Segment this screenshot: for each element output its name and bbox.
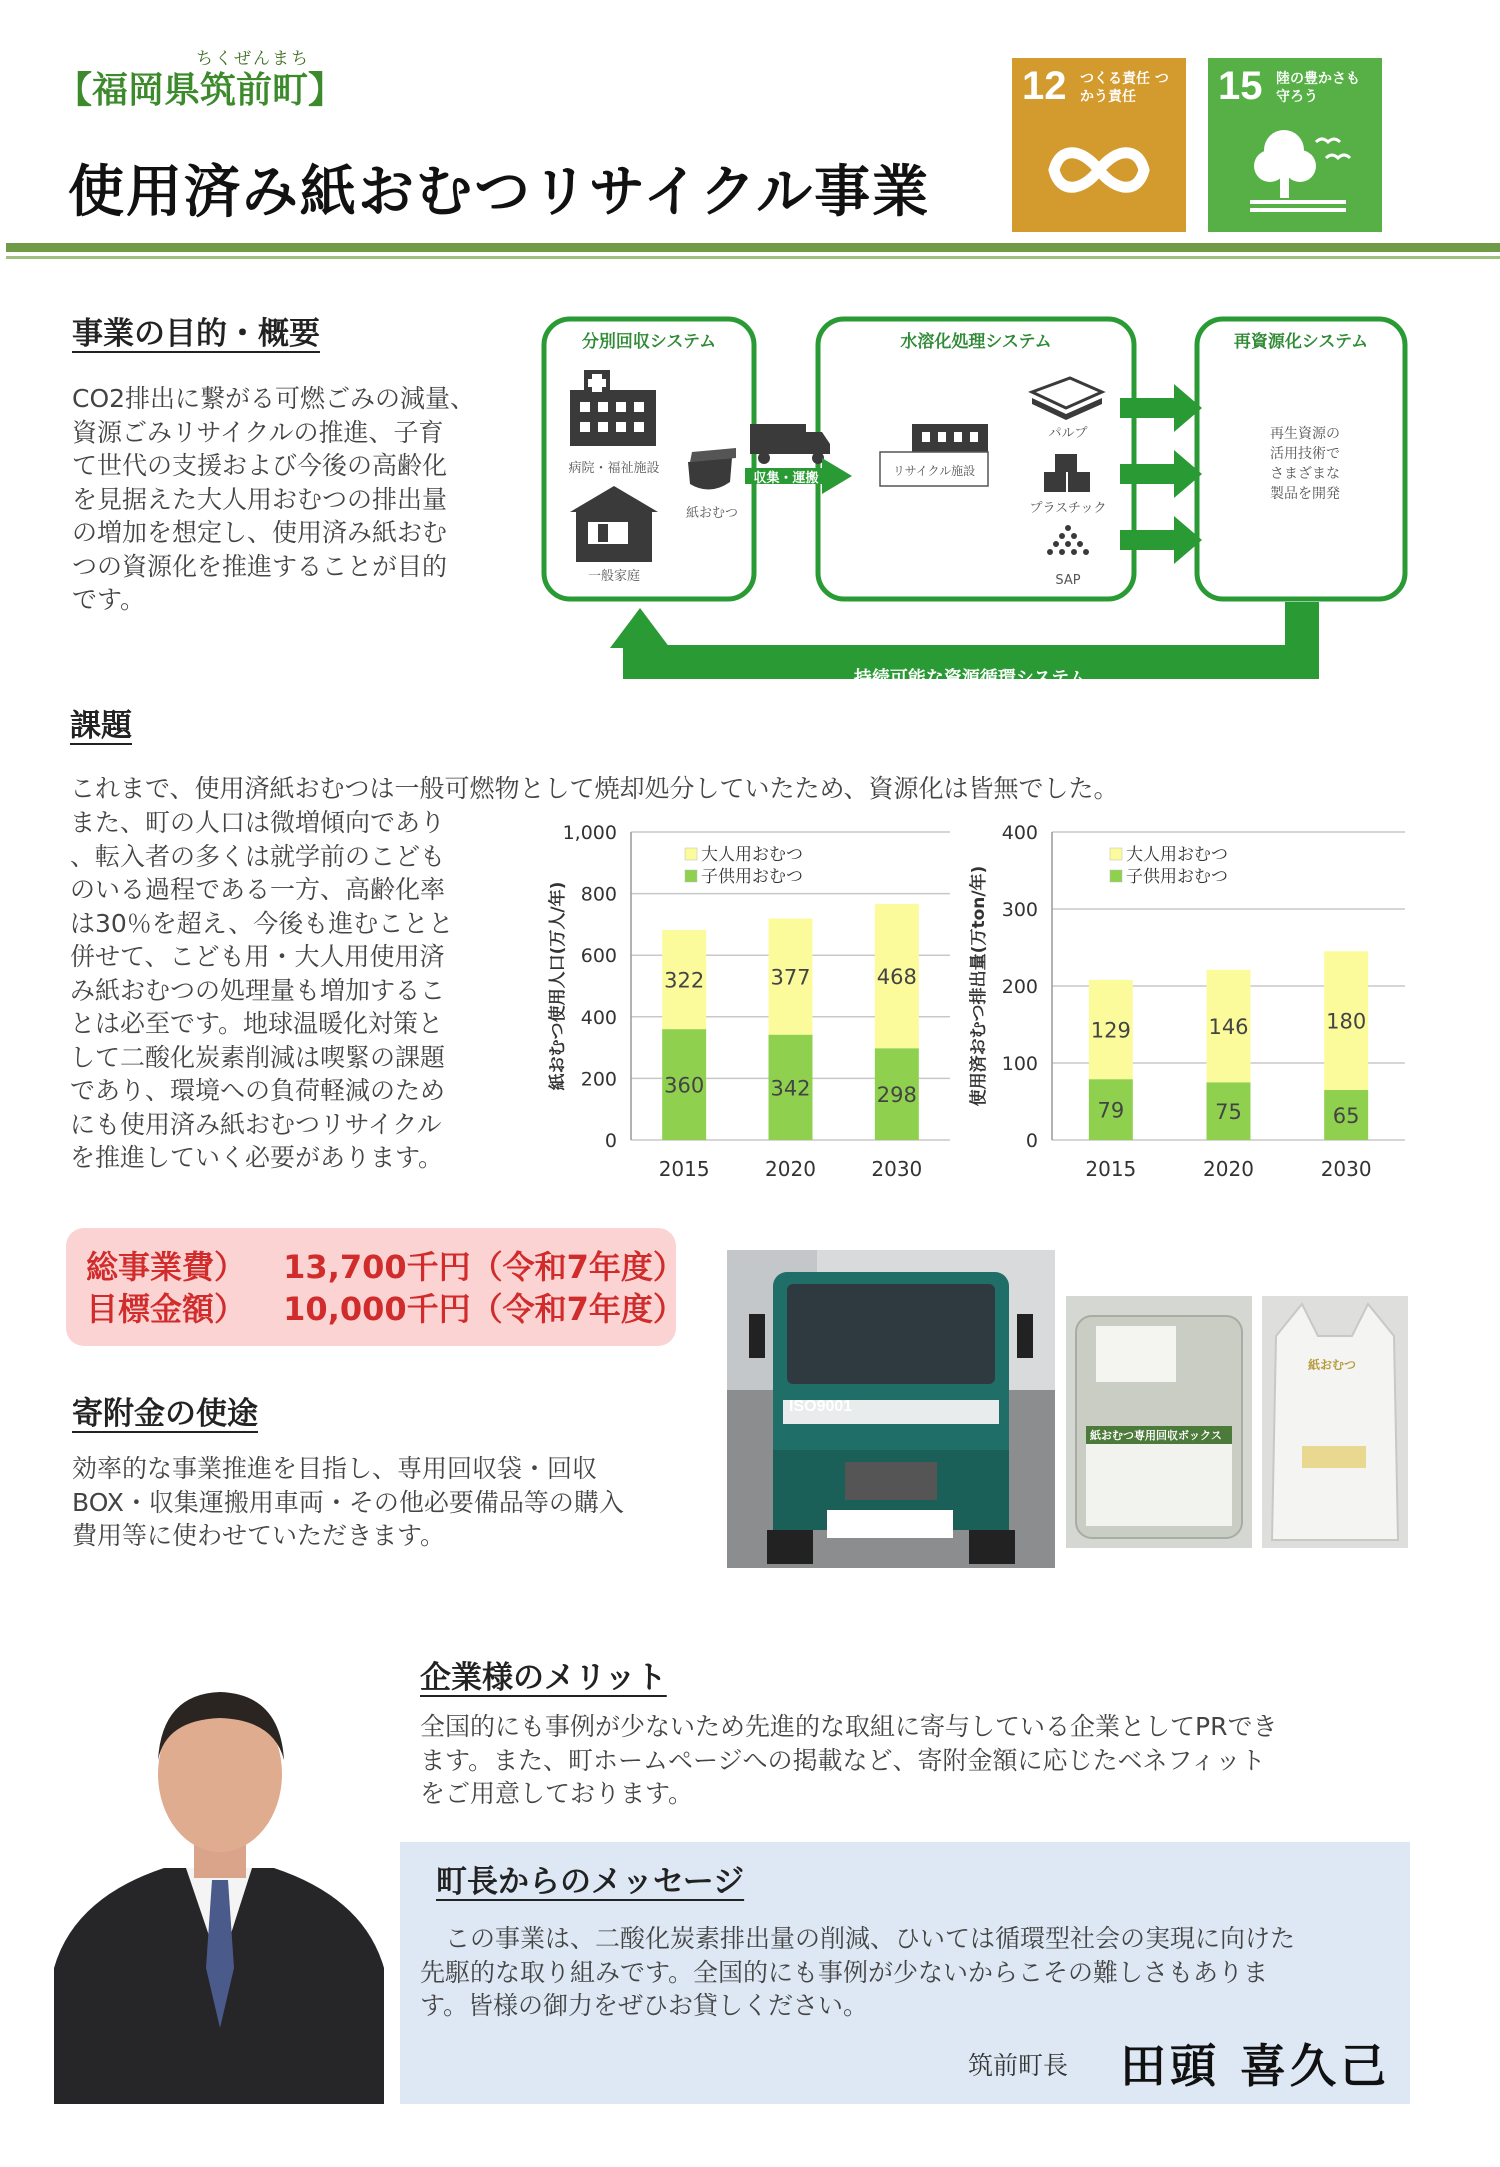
sdg-12-badge (1012, 58, 1186, 232)
collection-bag-photo (1262, 1296, 1408, 1548)
issues-line: とは必至です。地球温暖化対策と (70, 1009, 444, 1038)
target-amount-row (86, 1284, 685, 1330)
target-amount-value: 10,000千円（令和7年度） (283, 1290, 685, 1328)
portrait-icon (54, 1668, 384, 2104)
message-text (420, 1922, 1295, 2023)
collection-box-label: 紙おむつ専用回収ボックス (1090, 1429, 1222, 1442)
legend-entry: 大人用おむつ (701, 845, 803, 865)
recycle-flow-diagram (540, 312, 1420, 697)
issues-line: また、町の人口は微増傾向であり (70, 808, 446, 837)
diaper-icon (688, 448, 736, 490)
collection-title: 分別回収システム (581, 332, 717, 352)
transport-label: 収集・運搬 (753, 471, 819, 486)
y-tick-label: 0 (1025, 1130, 1038, 1152)
pulp-label: パルプ (1048, 426, 1088, 441)
purpose-line: て世代の支援および今後の高齢化 (72, 451, 448, 480)
merit-text (420, 1710, 1277, 1811)
merit-heading: 企業様のメリット (420, 1660, 667, 1696)
legend-swatch (1110, 870, 1122, 882)
sap-label: SAP (1055, 573, 1081, 588)
issues-line: であり、環境への負荷軽減のため (70, 1076, 446, 1105)
y-axis-label: 使用済おむつ排出量(万ton/年) (969, 865, 989, 1107)
issues-line: を推進していく必要があります。 (70, 1143, 444, 1172)
issues-line: して二酸化炭素削減は喫緊の課題 (70, 1042, 446, 1072)
data-label: 79 (1097, 1098, 1125, 1123)
hospital-icon (570, 370, 656, 446)
legend-entry: 子供用おむつ (701, 867, 803, 887)
purpose-line: CO2排出に繋がる可燃ごみの減量、 (72, 384, 476, 413)
purpose-heading: 事業の目的・概要 (72, 316, 320, 352)
data-label: 65 (1332, 1103, 1360, 1128)
sdg-15-badge (1208, 58, 1382, 232)
cost-box (66, 1228, 685, 1346)
sdg-12-number: 12 (1022, 64, 1067, 108)
collection-bag-label: 紙おむつ (1308, 1358, 1357, 1372)
purpose-line: を見据えた大人用おむつの排出量 (72, 484, 448, 514)
total-cost-label: 総事業費） (86, 1248, 247, 1286)
data-label: 377 (770, 965, 811, 990)
sdg-15-label: 陸の豊かさも 守ろう (1276, 71, 1360, 105)
population-chart (535, 818, 955, 1196)
data-label: 360 (664, 1073, 705, 1098)
processing-title: 水溶化処理システム (900, 332, 1052, 352)
legend-swatch (1110, 848, 1122, 860)
x-tick-label: 2015 (1085, 1157, 1137, 1181)
y-tick-label: 200 (580, 1068, 617, 1091)
data-label: 322 (664, 968, 705, 993)
mayor-signature: 田頭 喜久己 (1120, 2039, 1391, 2093)
reuse-line: さまざまな (1270, 466, 1340, 482)
sdg-12-label: つくる責任 つかう責任 (1080, 71, 1169, 105)
message-line: 先駆的な取り組みです。全国的にも事例が少ないからこその難しさもありま (420, 1957, 1269, 1987)
prefecture-name: 【福岡県筑前町】 (56, 70, 345, 111)
collection-box-photo (1066, 1296, 1252, 1548)
y-tick-label: 300 (1001, 899, 1038, 921)
issues-heading: 課題 (70, 708, 132, 744)
hospital-label: 病院・福祉施設 (568, 461, 660, 476)
mayor-portrait (54, 1668, 384, 2104)
message-line: す。皆様の御力をぜひお貸しください。 (420, 1991, 869, 2020)
mayor-role: 筑前町長 (968, 2051, 1069, 2080)
reuse-title: 再資源化システム (1233, 332, 1369, 352)
y-tick-label: 600 (580, 945, 617, 968)
x-tick-label: 2020 (1203, 1157, 1254, 1181)
legend-entry: 子供用おむつ (1126, 867, 1228, 887)
legend-swatch (685, 848, 697, 860)
issues-line: のいる過程である一方、高齢化率 (70, 875, 446, 904)
merit-line: ます。また、町ホームページへの掲載など、寄附金額に応じたベネフィット (420, 1745, 1266, 1775)
y-axis-label: 紙おむつ使用人口(万人/年) (548, 881, 568, 1091)
x-tick-label: 2030 (1320, 1157, 1372, 1181)
data-label: 298 (876, 1083, 917, 1108)
header-divider (6, 243, 1500, 252)
truck-image-icon (727, 1250, 1055, 1568)
truck-photo (727, 1250, 1055, 1568)
y-tick-label: 1,000 (562, 822, 617, 844)
facility-label: リサイクル施設 (892, 464, 976, 478)
reuse-line: 活用技術で (1270, 446, 1340, 462)
y-tick-label: 100 (1001, 1053, 1038, 1075)
legend-entry: 大人用おむつ (1126, 845, 1228, 865)
issues-line: 併せて、こども用・大人用使用済 (70, 942, 445, 971)
emission-chart (969, 818, 1410, 1196)
x-tick-label: 2030 (871, 1157, 923, 1181)
merit-line: 全国的にも事例が少ないため先進的な取組に寄与している企業としてPRでき (420, 1712, 1278, 1741)
message-heading: 町長からのメッセージ (436, 1864, 745, 1900)
prefecture-ruby: ちくぜんまち (196, 49, 310, 69)
data-label: 342 (770, 1076, 811, 1101)
home-label: 一般家庭 (587, 569, 641, 584)
legend-swatch (685, 870, 697, 882)
diaper-label: 紙おむつ (685, 506, 739, 521)
cycle-label: 持続可能な資源循環システム (853, 668, 1087, 689)
issues-line: 、転入者の多くは就学前のこども (70, 841, 446, 871)
purpose-text (72, 382, 522, 617)
total-cost-value: 13,700千円（令和7年度） (283, 1248, 685, 1286)
collection-bag-icon (1262, 1296, 1408, 1548)
sap-icon (1047, 525, 1089, 555)
sdg-15-number: 15 (1218, 64, 1263, 108)
y-tick-label: 800 (580, 883, 617, 906)
purpose-line: 資源ごみリサイクルの推進、子育 (72, 417, 444, 447)
purpose-line: の増加を想定し、使用済み紙おむ (72, 518, 448, 547)
usage-line: 費用等に使わせていただきます。 (72, 1521, 446, 1550)
x-tick-label: 2015 (658, 1157, 710, 1181)
merit-line: をご用意しております。 (420, 1779, 694, 1808)
issues-lead: これまで、使用済紙おむつは一般可燃物として焼却処分していたため、資源化は皆無でした。 (70, 774, 1119, 803)
tree-icon (1208, 58, 1382, 232)
issues-line: は30％を超え、今後も進むことと (70, 908, 454, 938)
data-label: 129 (1090, 1018, 1131, 1043)
issues-line: み紙おむつの処理量も増加するこ (70, 975, 446, 1005)
data-label: 180 (1326, 1009, 1367, 1034)
message-line: この事業は、二酸化炭素排出量の削減、ひいては循環型社会の実現に向けた (420, 1924, 1296, 1953)
page-title: 使用済み紙おむつリサイクル事業 (68, 160, 931, 225)
purpose-line: です。 (72, 585, 146, 614)
purpose-line: つの資源化を推進することが目的 (72, 551, 448, 581)
plastic-icon (1044, 454, 1090, 492)
reuse-line: 製品を開発 (1270, 486, 1340, 502)
issues-text (70, 806, 510, 1175)
infinity-icon (1012, 58, 1186, 232)
plastic-label: プラスチック (1029, 501, 1107, 516)
y-tick-label: 0 (604, 1130, 617, 1152)
reuse-line: 再生資源の (1270, 426, 1340, 442)
data-label: 75 (1215, 1100, 1242, 1125)
x-tick-label: 2020 (765, 1157, 816, 1181)
total-cost-row (86, 1242, 685, 1288)
usage-heading: 寄附金の使途 (72, 1396, 258, 1432)
usage-line: 効率的な事業推進を目指し、専用回収袋・回収 (72, 1454, 598, 1483)
cycle-arrow (640, 602, 1302, 662)
truck-iso-label: ISO9001 (789, 1398, 853, 1415)
header-divider-thin (6, 256, 1500, 259)
y-tick-label: 400 (580, 1006, 617, 1029)
y-tick-label: 200 (1001, 976, 1038, 998)
usage-text (72, 1452, 624, 1553)
target-amount-label: 目標金額） (86, 1290, 247, 1328)
pulp-icon (1032, 378, 1102, 420)
data-label: 146 (1208, 1015, 1249, 1040)
collection-box-icon (1066, 1296, 1252, 1548)
data-label: 468 (876, 965, 917, 990)
issues-line: にも使用済み紙おむつリサイクル (70, 1109, 442, 1139)
usage-line: BOX・収集運搬用車両・その他必要備品等の購入 (72, 1487, 624, 1517)
y-tick-label: 400 (1001, 822, 1038, 844)
house-icon (570, 486, 658, 562)
cycle-arrow-head (610, 608, 670, 648)
